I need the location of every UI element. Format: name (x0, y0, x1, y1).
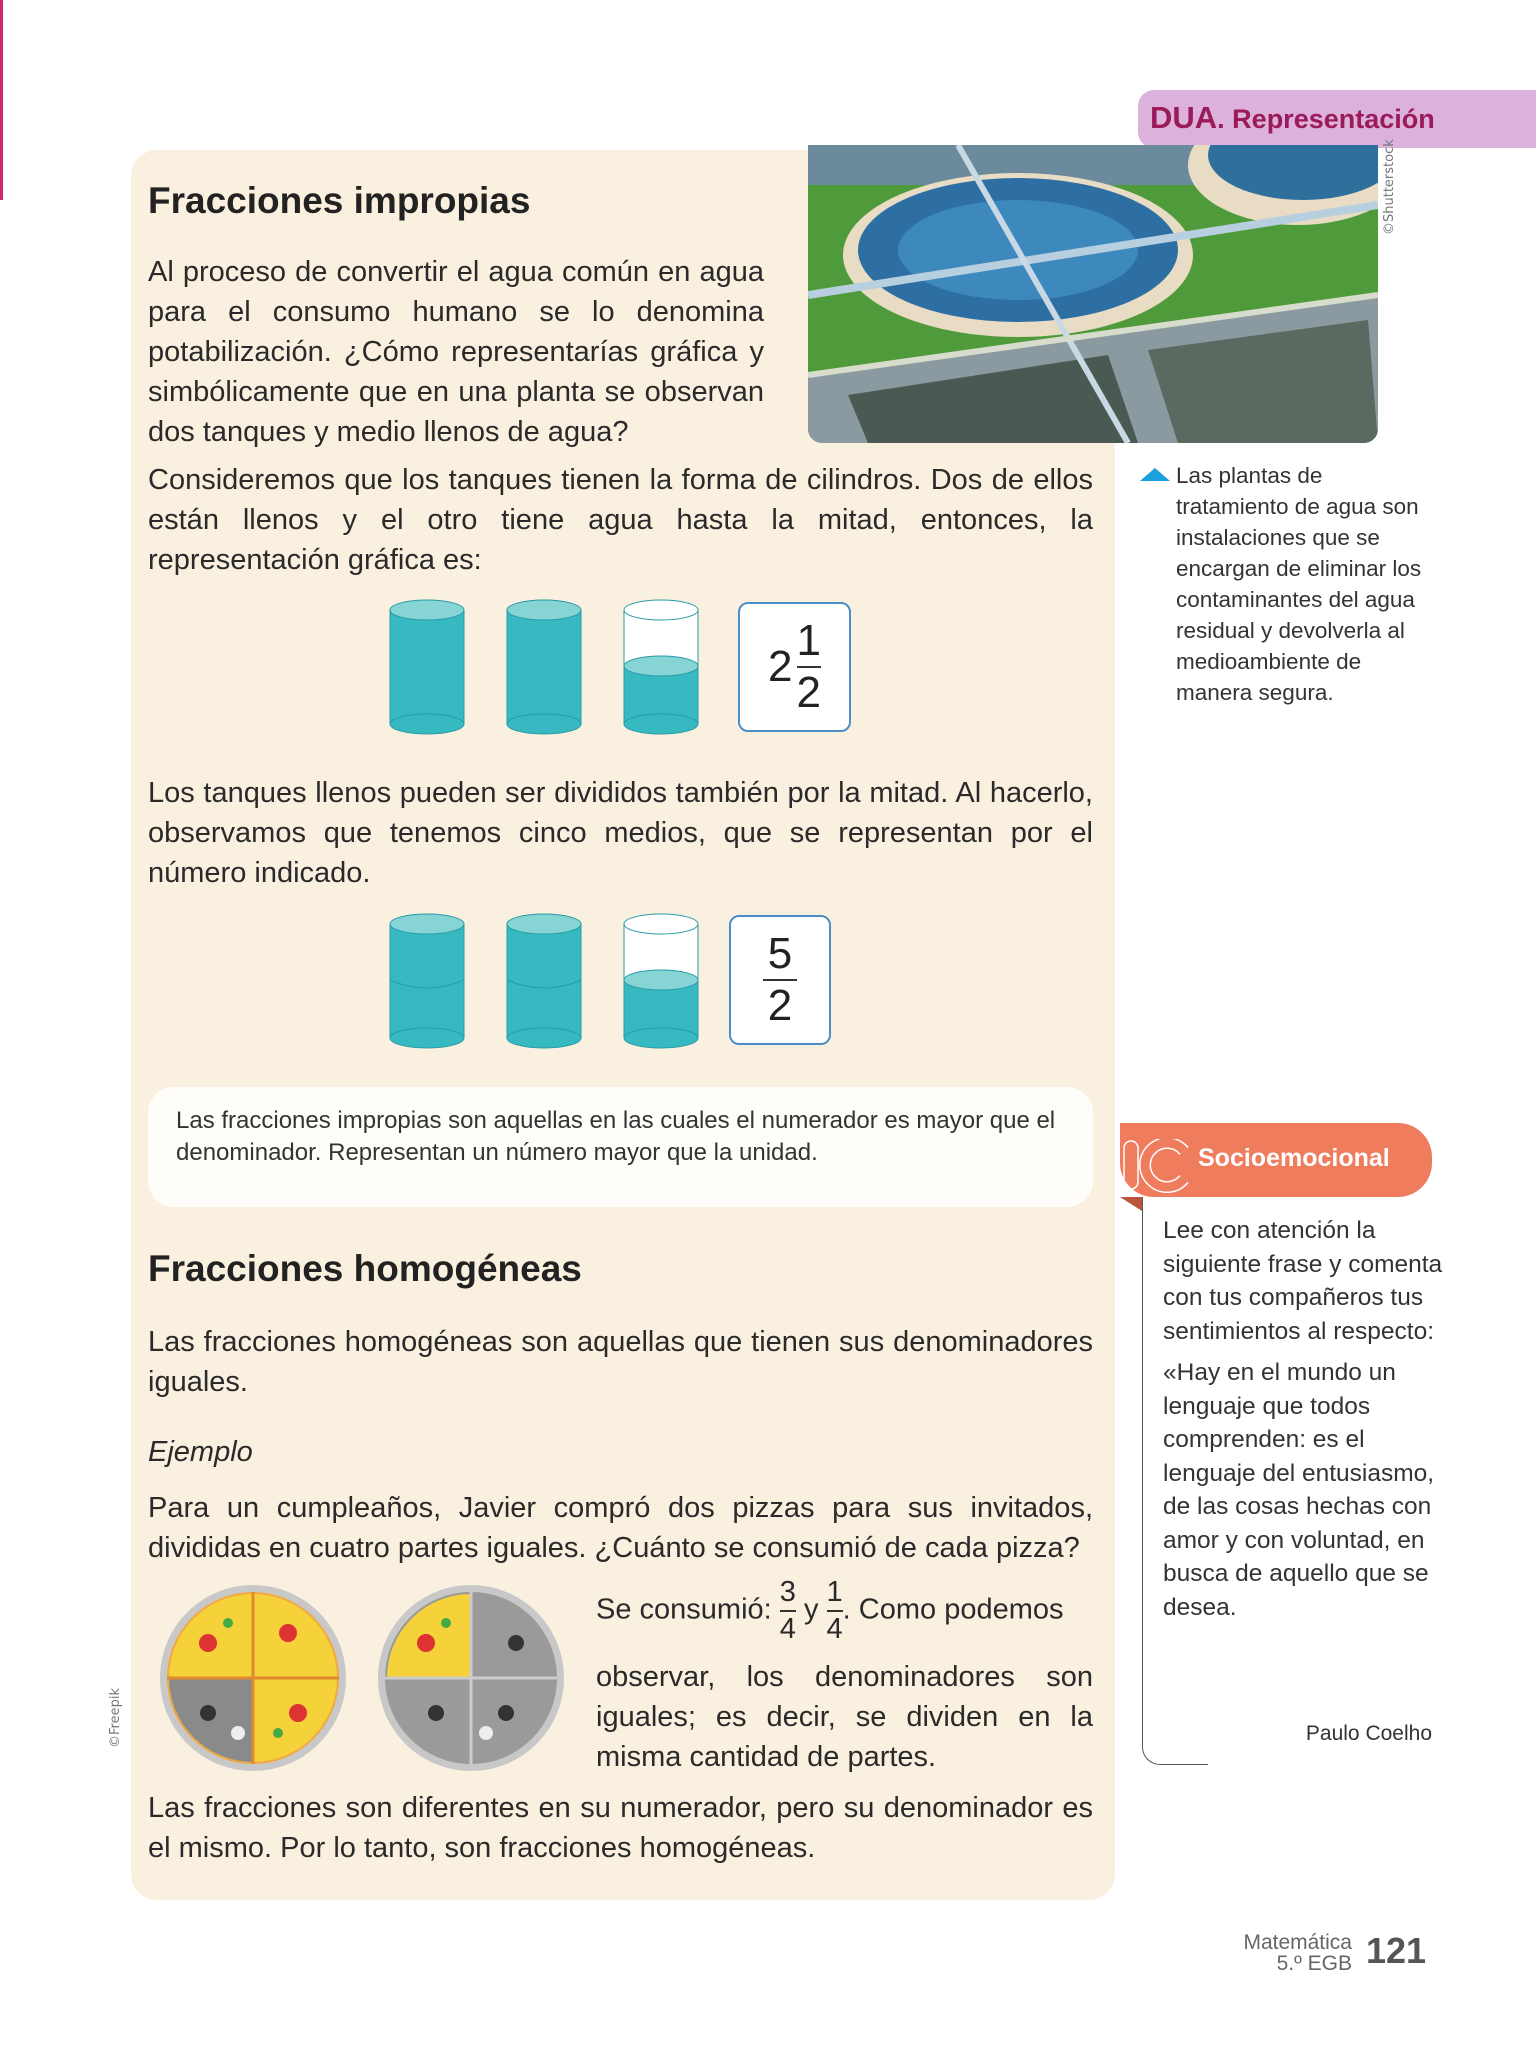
mixed-number-box (738, 602, 851, 732)
tanks-row-2 (385, 912, 705, 1050)
photo-credit: ©Shutterstock (1382, 139, 1397, 235)
pizza-paragraph: Para un cumpleaños, Javier compró dos pizzas para sus invitados, divididas en cuatro partes iguales. ¿Cuánto se consumió de cada pizza? (148, 1492, 1093, 1564)
homogeneous-definition: Las fracciones homogéneas son aquellas que tienen sus denominadores iguales. (148, 1326, 1093, 1398)
section-title-homogeneous: Fracciones homogéneas (148, 1248, 582, 1289)
consumed-suffix: . Como podemos (842, 1593, 1064, 1626)
half-tank-icon (624, 600, 698, 734)
mixed-whole: 2 (768, 642, 793, 691)
improper-fraction-box (729, 915, 831, 1045)
half-tank-icon (624, 914, 698, 1048)
denominators-paragraph: observar, los denominadores son iguales; es decir, se dividen en la misma cantidad de partes. (596, 1661, 1093, 1773)
improper-denominator: 2 (767, 981, 793, 1030)
socio-quote: «Hay en el mundo un lenguaje que todos comprenden: es el lenguaje del entusiasmo, de las cosas hechas con amor y con voluntad, en busca de aquello que se desea. (1163, 1359, 1435, 1621)
socioemotional-text (1163, 1214, 1443, 1624)
conjunction: y (803, 1593, 819, 1626)
ic-logo-icon (1122, 1139, 1192, 1193)
conclusion-paragraph: Las fracciones son diferentes en su numerador, pero su denominador es el mismo. Por lo tanto, son fracciones homogéneas. (148, 1792, 1093, 1864)
triangle-marker-icon (1140, 468, 1170, 481)
socio-instruction: Lee con atención la siguiente frase y comenta con tus compañeros tus sentimientos al respecto: (1163, 1217, 1443, 1345)
image-credit: ©Freepik (108, 1688, 123, 1748)
quote-author: Paulo Coelho (1305, 1722, 1432, 1745)
mixed-denominator: 2 (796, 668, 821, 717)
pizza-three-quarters-icon (160, 1585, 346, 1771)
page-edge-marker (0, 0, 3, 200)
full-tank-icon (507, 600, 581, 734)
grade-label: 5.º EGB (1276, 1952, 1352, 1975)
example-label: Ejemplo (148, 1436, 253, 1468)
mixed-numerator: 1 (796, 616, 821, 665)
consumed-prefix: Se consumió: (596, 1593, 772, 1626)
socioemotional-banner (1120, 1123, 1432, 1197)
caption-text: Las plantas de tratamiento de agua son instalaciones que se encargan de eliminar los contaminantes del agua residual y devolverla al medioambiente de manera segura. (1176, 463, 1422, 705)
frac1-numerator: 3 (779, 1576, 796, 1608)
improper-numerator: 5 (767, 929, 793, 978)
dua-label: DUA (1150, 100, 1218, 135)
socioemotional-title: Socioemocional (1198, 1144, 1390, 1172)
footer-subject (1180, 1932, 1352, 1974)
section-title-improper: Fracciones impropias (148, 180, 531, 221)
photo-caption (1140, 460, 1430, 708)
frac2-numerator: 1 (826, 1576, 843, 1608)
pizza-one-quarter-icon (378, 1585, 564, 1771)
intro-paragraph: Al proceso de convertir el agua común en agua para el consumo humano se lo denomina potabilización. ¿Cómo representarías gráfica y simbólicamente que en una planta se observan dos tanques y medio llenos de agua? (148, 256, 764, 448)
page-number: 121 (1366, 1930, 1427, 1971)
definition-box: Las fracciones impropias son aquellas en las cuales el numerador es mayor que el denominador. Representan un número mayor que la unidad. (148, 1087, 1093, 1207)
dua-subtitle: . Representación (1217, 104, 1435, 134)
water-treatment-photo (808, 145, 1378, 443)
pizzas-illustration (158, 1583, 570, 1777)
cylinders-paragraph: Consideremos que los tanques tienen la forma de cilindros. Dos de ellos están llenos y el otro tiene agua hasta la mitad, entonces, la representación gráfica es: (148, 464, 1093, 576)
consumed-line (596, 1578, 1093, 1644)
frac1-denominator: 4 (779, 1613, 796, 1645)
tanks-row-1 (385, 598, 705, 736)
subject-label: Matemática (1243, 1931, 1352, 1954)
full-tank-icon (390, 600, 464, 734)
split-tank-icon (390, 914, 464, 1048)
banner-fold (1120, 1197, 1142, 1211)
halves-paragraph: Los tanques llenos pueden ser divididos también por la mitad. Al hacerlo, observamos que tenemos cinco medios, que se representan por el número indicado. (148, 777, 1093, 889)
split-tank-icon (507, 914, 581, 1048)
frac2-denominator: 4 (826, 1613, 843, 1645)
dua-banner (1138, 90, 1536, 148)
